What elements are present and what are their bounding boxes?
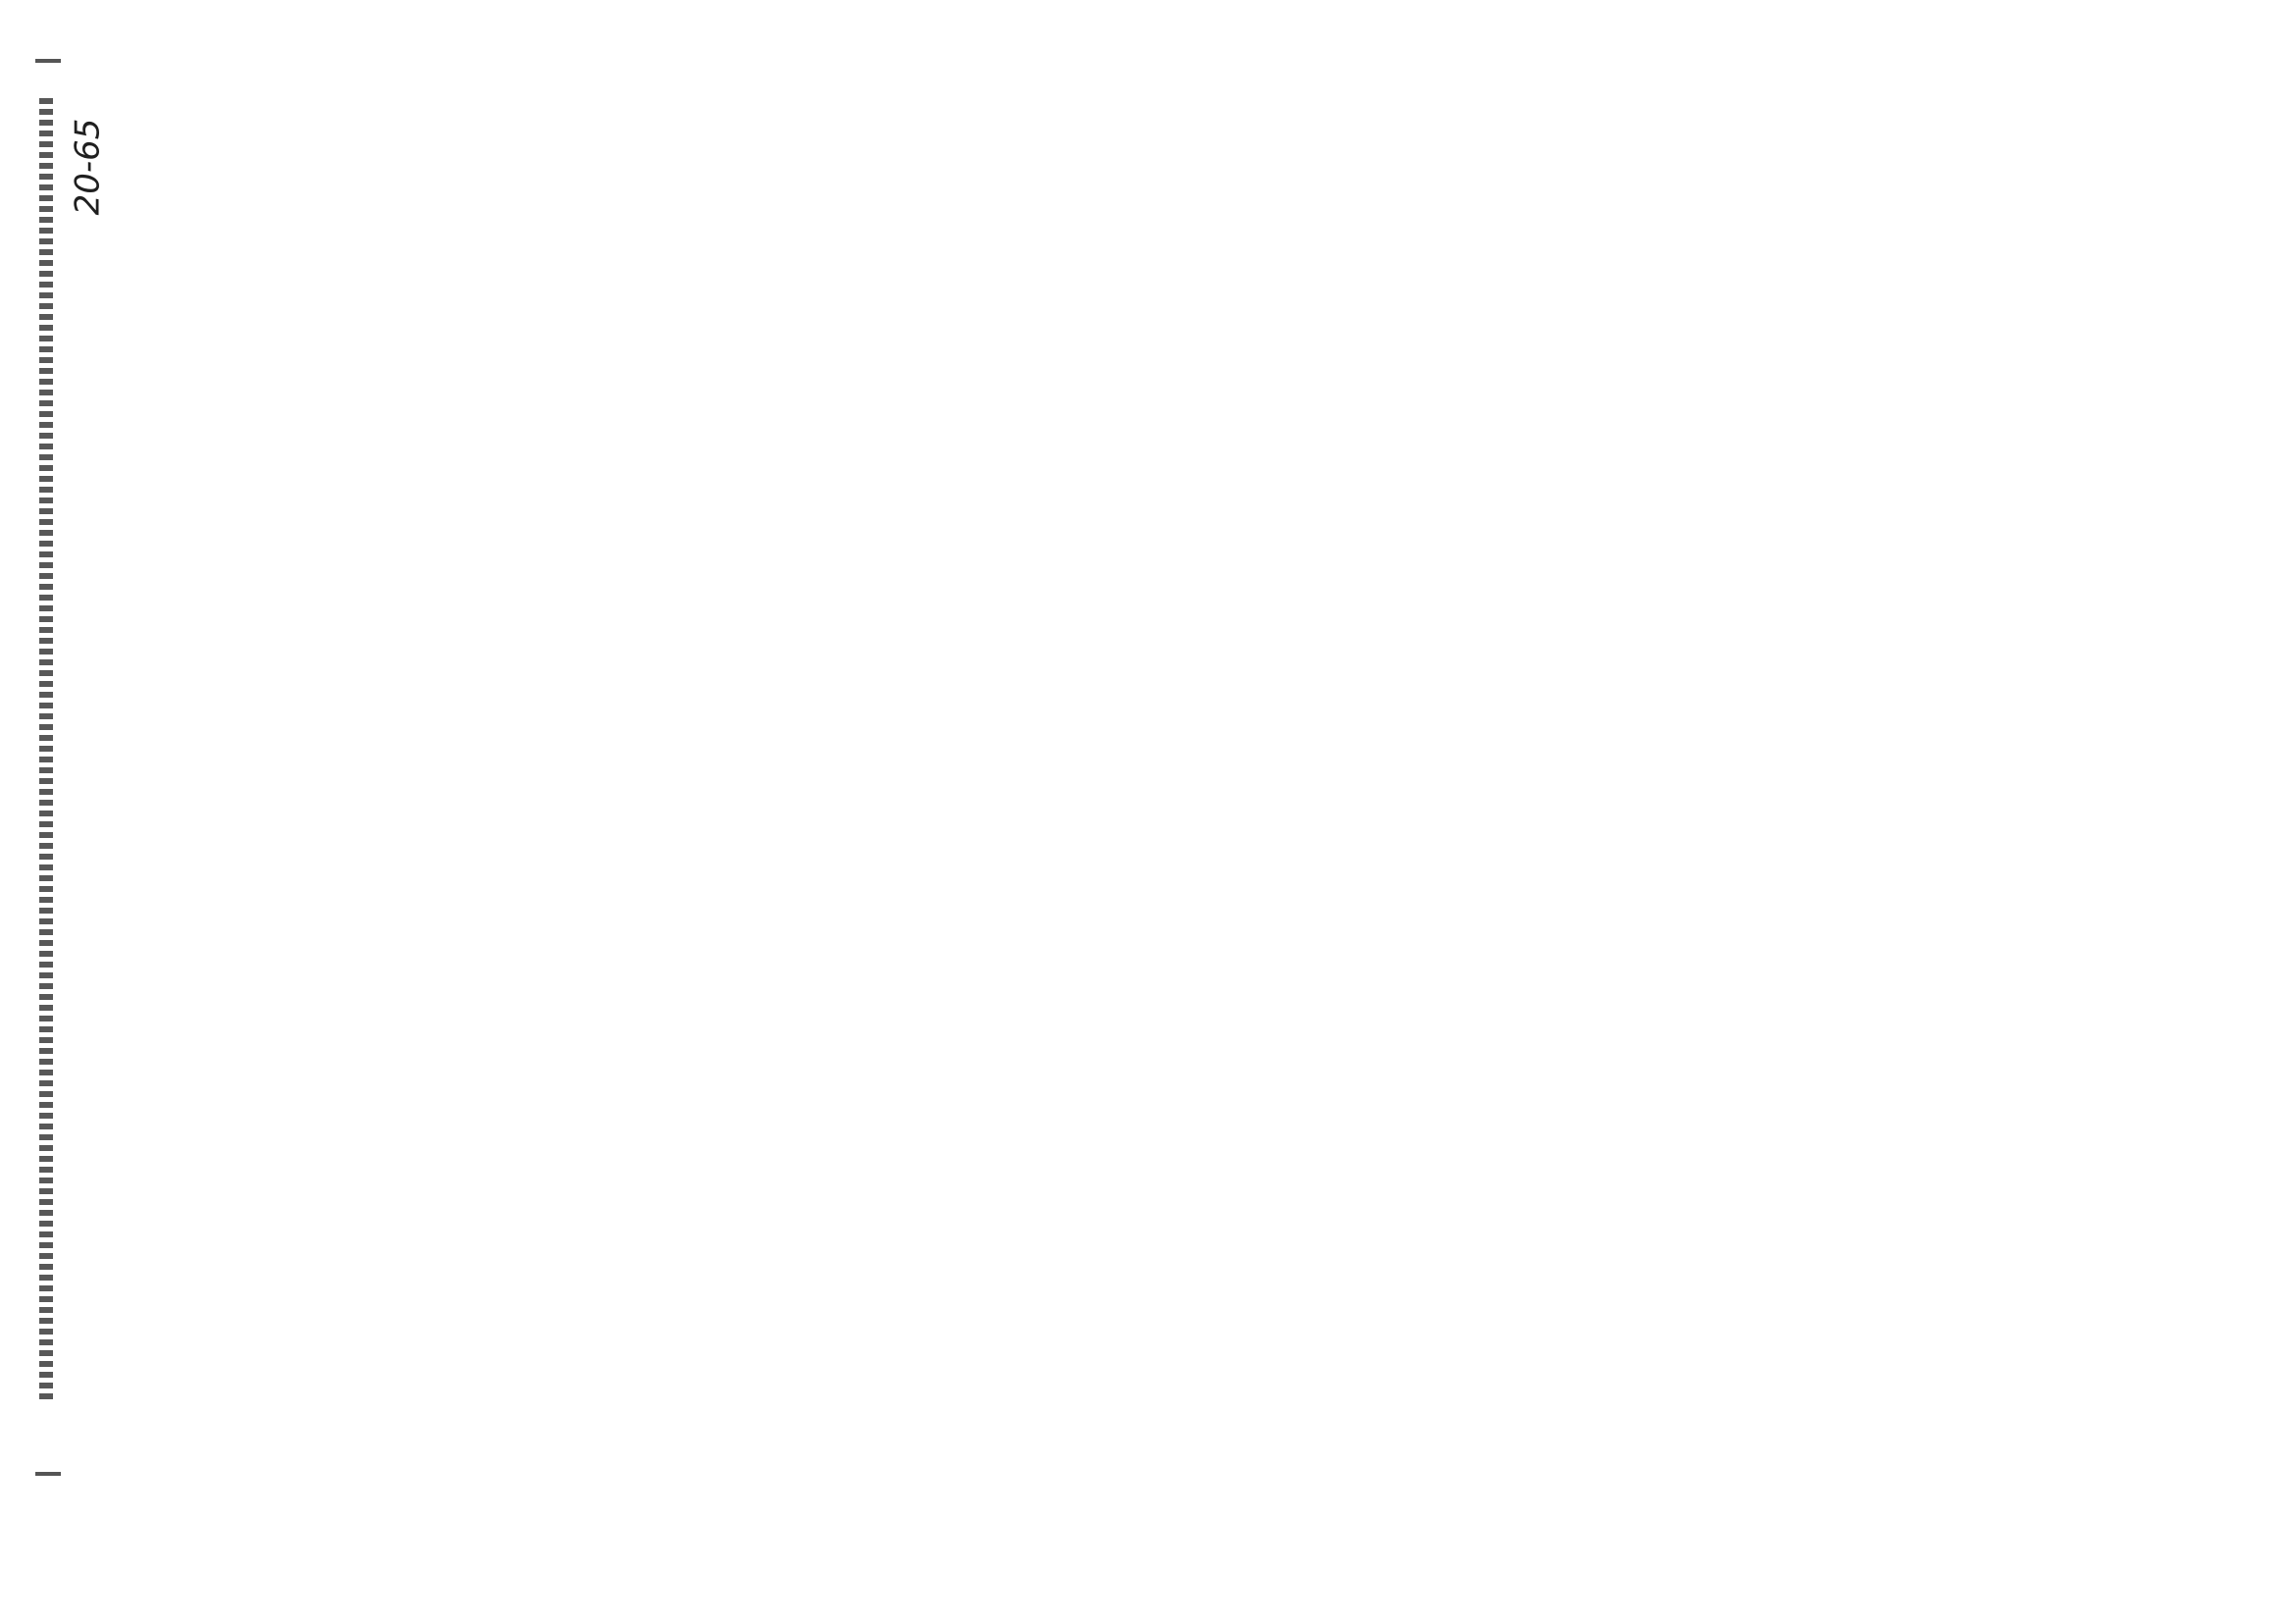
- margin-handwriting: 20-65: [68, 118, 108, 216]
- scan-mark: [35, 1472, 61, 1476]
- scan-mark: [35, 59, 61, 63]
- scan-edge-artifact: [39, 98, 53, 1403]
